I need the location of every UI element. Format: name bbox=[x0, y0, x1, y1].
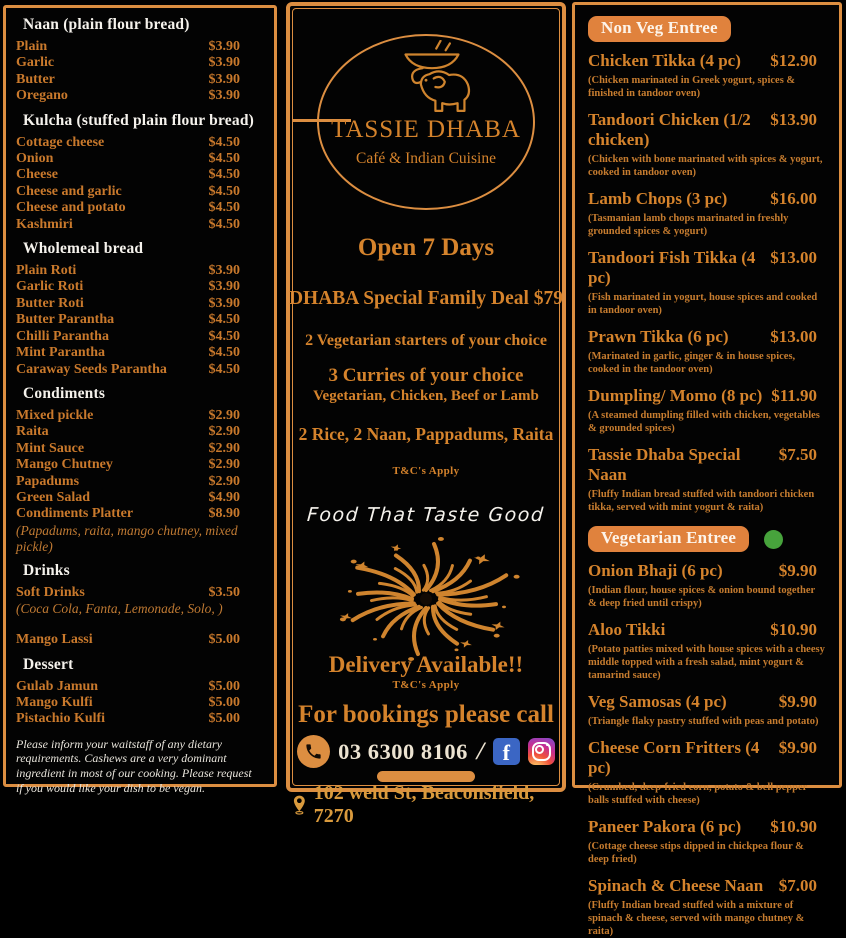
entree-item bbox=[588, 110, 829, 179]
menu-item-row bbox=[16, 506, 274, 522]
item-price: $3.90 bbox=[208, 71, 240, 87]
item-name: Veg Samosas (4 pc) bbox=[588, 692, 727, 711]
entree-item bbox=[588, 445, 829, 514]
item-note: (Papadums, raita, mango chutney, mixed pickle) bbox=[16, 522, 238, 554]
entree-item-header bbox=[588, 189, 829, 209]
entree-item bbox=[588, 248, 829, 317]
entree-item-header bbox=[588, 445, 829, 485]
item-price: $9.90 bbox=[778, 692, 817, 711]
entree-item-header bbox=[588, 817, 829, 837]
entree-item bbox=[588, 817, 829, 866]
item-price: $2.90 bbox=[208, 407, 240, 423]
item-price: $5.00 bbox=[208, 711, 240, 727]
menu-item-row bbox=[16, 679, 274, 695]
menu-item-row bbox=[16, 345, 274, 361]
menu-item-row bbox=[16, 167, 274, 183]
center-brand-panel bbox=[286, 2, 566, 827]
item-name: Spinach & Cheese Naan bbox=[588, 876, 764, 895]
menu-item-row bbox=[16, 711, 274, 727]
item-description: (Cottage cheese stips dipped in chickpea flour & deep fried) bbox=[588, 841, 804, 865]
item-price: $8.90 bbox=[208, 506, 240, 522]
item-price: $2.90 bbox=[208, 457, 240, 473]
item-name: Cheese and potato bbox=[16, 200, 126, 216]
veg-items-list bbox=[588, 561, 829, 938]
deal-sides: 2 Rice, 2 Naan, Pappadums, Raita bbox=[298, 424, 554, 444]
entree-item bbox=[588, 51, 829, 100]
item-note: (Coca Cola, Fanta, Lemonade, Solo, ) bbox=[16, 601, 223, 617]
vegetarian-entree-badge: Vegetarian Entree bbox=[588, 526, 749, 552]
item-price: $10.90 bbox=[770, 620, 817, 639]
menu-item-row bbox=[16, 362, 274, 378]
entree-item-header bbox=[588, 738, 829, 778]
item-name: Oregano bbox=[16, 88, 68, 104]
item-name: Pistachio Kulfi bbox=[16, 711, 106, 727]
item-price: $3.90 bbox=[208, 55, 240, 71]
facebook-glyph: f bbox=[502, 740, 510, 765]
menu-section bbox=[16, 240, 274, 378]
entree-item-header bbox=[588, 876, 829, 896]
item-description: (Fluffy Indian bread stuffed with tandoori chicken tikka, served with mint yogurt & raita) bbox=[588, 489, 815, 513]
family-deal-title: DHABA Special Family Deal $79 bbox=[288, 288, 564, 309]
item-description: (Potato patties mixed with house spices with a cheesy middle topped with a fresh salad, mint yogurt & tamarind sauce) bbox=[588, 644, 825, 681]
menu-item-row bbox=[16, 329, 274, 345]
item-name: Gulab Jamun bbox=[16, 678, 99, 694]
slogan-text: Food That Taste Good bbox=[306, 504, 546, 526]
menu-section bbox=[16, 112, 274, 233]
section-title: Dessert bbox=[23, 655, 74, 673]
elephant-bowl-logo-icon bbox=[350, 40, 502, 122]
entree-item-header bbox=[588, 327, 829, 347]
item-description: (A steamed dumpling filled with chicken, vegetables & grounded spices) bbox=[588, 410, 820, 434]
menu-section bbox=[16, 16, 274, 105]
item-name: Mango Chutney bbox=[16, 457, 113, 473]
location-pin-icon bbox=[290, 793, 309, 817]
instagram-lens bbox=[535, 745, 544, 754]
entree-item-header bbox=[588, 561, 829, 581]
item-name: Caraway Seeds Parantha bbox=[16, 361, 167, 377]
item-price: $5.00 bbox=[208, 694, 240, 710]
menu-section bbox=[16, 385, 274, 555]
item-name: Cheese Corn Fritters (4 pc) bbox=[588, 738, 760, 777]
deal-curries: 3 Curries of your choice bbox=[328, 365, 524, 386]
item-description: (Indian flour, house spices & onion bound together & deep fried until crispy) bbox=[588, 585, 815, 609]
facebook-icon bbox=[493, 738, 520, 765]
item-name: Prawn Tikka (6 pc) bbox=[588, 327, 729, 346]
section-title: Kulcha (stuffed plain flour bread) bbox=[23, 111, 255, 129]
item-price: $11.90 bbox=[771, 386, 817, 405]
entree-item-header bbox=[588, 692, 829, 712]
menu-item-row bbox=[16, 695, 274, 711]
item-price: $13.00 bbox=[770, 327, 817, 346]
address-row bbox=[290, 782, 562, 828]
menu-item-row bbox=[16, 151, 274, 167]
item-price: $4.50 bbox=[208, 151, 240, 167]
entree-item-header bbox=[588, 386, 829, 406]
item-price: $9.90 bbox=[778, 738, 817, 757]
item-price: $2.90 bbox=[208, 440, 240, 456]
menu-item-row bbox=[16, 135, 274, 151]
menu-item-row bbox=[16, 39, 274, 55]
item-name: Plain Roti bbox=[16, 263, 77, 279]
item-price: $9.90 bbox=[778, 561, 817, 580]
entree-item bbox=[588, 692, 829, 728]
entree-item-header bbox=[588, 110, 829, 150]
entree-item bbox=[588, 189, 829, 238]
entree-item bbox=[588, 561, 829, 610]
item-price: $3.90 bbox=[208, 88, 240, 104]
item-name: Lamb Chops (3 pc) bbox=[588, 189, 728, 208]
menu-item-row bbox=[16, 408, 274, 424]
phone-contact-row bbox=[297, 735, 555, 768]
section-title: Drinks bbox=[23, 561, 70, 579]
item-name: Plain bbox=[16, 39, 48, 54]
item-price: $10.90 bbox=[770, 817, 817, 836]
item-price: $2.90 bbox=[208, 424, 240, 440]
entree-item-header bbox=[588, 620, 829, 640]
item-price: $3.90 bbox=[208, 295, 240, 311]
item-name: Cottage cheese bbox=[16, 134, 105, 150]
phone-number: 03 6300 8106 bbox=[338, 738, 468, 764]
veg-badge-row bbox=[588, 526, 829, 552]
item-name: Cheese and garlic bbox=[16, 183, 122, 199]
item-name: Raita bbox=[16, 424, 49, 440]
item-price: $3.90 bbox=[208, 39, 240, 54]
item-description: (Crumbed, deep-fried corn, potato & bell pepper balls stuffed with cheese) bbox=[588, 782, 808, 806]
menu-item-row bbox=[16, 312, 274, 328]
item-price: $4.50 bbox=[208, 167, 240, 183]
item-name: Chilli Parantha bbox=[16, 328, 109, 344]
fireworks-graphic bbox=[322, 526, 530, 664]
item-price: $4.50 bbox=[208, 134, 240, 150]
item-price: $4.50 bbox=[208, 361, 240, 377]
item-description: (Chicken marinated in Greek yogurt, spices & finished in tandoor oven) bbox=[588, 75, 796, 99]
item-name: Green Salad bbox=[16, 489, 91, 505]
item-name: Garlic bbox=[16, 55, 55, 71]
item-name: Butter Parantha bbox=[16, 312, 115, 328]
street-address: 102 weld St, Beaconsfield, 7270 bbox=[313, 782, 535, 827]
item-price: $3.90 bbox=[208, 279, 240, 295]
item-price: $4.50 bbox=[208, 216, 240, 232]
brand-tagline: Café & Indian Cuisine bbox=[356, 150, 496, 167]
item-price: $3.90 bbox=[208, 263, 240, 279]
item-price: $3.50 bbox=[208, 584, 240, 600]
menu-item-row bbox=[16, 88, 274, 104]
menu-item-row bbox=[16, 200, 274, 216]
item-price: $4.50 bbox=[208, 312, 240, 328]
item-name: Tandoori Chicken (1/2 chicken) bbox=[588, 110, 751, 149]
bread-condiments-menu bbox=[16, 16, 274, 728]
deal-terms: T&C's Apply bbox=[392, 465, 460, 477]
menu-item-row bbox=[16, 184, 274, 200]
menu-item-row bbox=[16, 424, 274, 440]
entree-item bbox=[588, 738, 829, 807]
item-price: $7.50 bbox=[778, 445, 817, 464]
non-veg-entree-badge: Non Veg Entree bbox=[588, 16, 731, 42]
item-name: Onion Bhaji (6 pc) bbox=[588, 561, 723, 580]
item-description: (Marinated in garlic, ginger & in house spices, cooked in the tandoor oven) bbox=[588, 351, 796, 375]
item-price: $4.50 bbox=[208, 345, 240, 361]
item-name: Garlic Roti bbox=[16, 279, 84, 295]
item-price: $5.00 bbox=[208, 678, 240, 694]
menu-item-row bbox=[16, 296, 274, 312]
item-name: Butter bbox=[16, 71, 55, 87]
item-description: (Tasmanian lamb chops marinated in freshly grounded spices & yogurt) bbox=[588, 213, 789, 237]
item-name: Tassie Dhaba Special Naan bbox=[588, 445, 741, 484]
item-name: Mango Kulfi bbox=[16, 694, 93, 710]
entree-item bbox=[588, 386, 829, 435]
item-name: Kashmiri bbox=[16, 216, 73, 232]
item-name: Mango Lassi bbox=[16, 632, 93, 648]
entree-item-header bbox=[588, 248, 829, 288]
menu-item-row bbox=[16, 217, 274, 233]
item-description: (Fish marinated in yogurt, house spices and cooked in tandoor oven) bbox=[588, 292, 818, 316]
menu-item-row bbox=[16, 474, 274, 490]
item-price: $4.50 bbox=[208, 183, 240, 199]
menu-item-row bbox=[16, 441, 274, 457]
item-name: Aloo Tikki bbox=[588, 620, 666, 639]
entree-item-header bbox=[588, 51, 829, 71]
menu-item-row bbox=[16, 490, 274, 506]
dietary-footnote: Please inform your waitstaff of any dietary requirements. Cashews are a very dominant ingredient in most of our cooking. Please request if you would like your dish to be vegan. bbox=[16, 736, 252, 795]
item-description: (Triangle flaky pastry stuffed with peas and potato) bbox=[588, 716, 819, 727]
item-price: $7.00 bbox=[778, 876, 817, 895]
restaurant-logo bbox=[290, 6, 562, 218]
item-name: Chicken Tikka (4 pc) bbox=[588, 51, 741, 70]
deal-starters: 2 Vegetarian starters of your choice bbox=[305, 332, 547, 349]
item-price: $4.50 bbox=[208, 200, 240, 216]
item-name: Mixed pickle bbox=[16, 407, 94, 423]
item-price: $2.90 bbox=[208, 473, 240, 489]
item-name: Butter Roti bbox=[16, 295, 84, 311]
item-name: Mint Parantha bbox=[16, 345, 106, 361]
separator-slash: / bbox=[474, 737, 487, 765]
item-name: Cheese bbox=[16, 167, 58, 183]
brand-name: TASSIE DHABA bbox=[331, 116, 521, 143]
item-name: Soft Drinks bbox=[16, 584, 85, 600]
menu-item-row bbox=[16, 55, 274, 71]
item-name: Condiments Platter bbox=[16, 506, 134, 522]
non-veg-items-list bbox=[588, 51, 829, 514]
deal-curry-options: Vegetarian, Chicken, Beef or Lamb bbox=[313, 388, 539, 404]
item-name: Paneer Pakora (6 pc) bbox=[588, 817, 742, 836]
menu-section bbox=[16, 656, 274, 728]
item-name: Onion bbox=[16, 151, 54, 167]
left-menu-panel bbox=[3, 5, 277, 795]
item-name: Papadums bbox=[16, 473, 80, 489]
item-price: $4.90 bbox=[208, 489, 240, 505]
bookings-text: For bookings please call bbox=[298, 701, 554, 728]
item-name: Tandoori Fish Tikka (4 pc) bbox=[588, 248, 756, 287]
menu-item-row bbox=[16, 263, 274, 279]
delivery-text: Delivery Available!! bbox=[328, 652, 524, 677]
menu-item-row bbox=[16, 72, 274, 88]
item-name: Dumpling/ Momo (8 pc) bbox=[588, 386, 763, 405]
veg-indicator-dot bbox=[764, 530, 783, 549]
menu-item-row bbox=[16, 632, 274, 648]
section-title: Naan (plain flour bread) bbox=[23, 16, 190, 33]
decorative-pill bbox=[377, 771, 475, 782]
menu-section bbox=[16, 562, 274, 649]
item-name: Mint Sauce bbox=[16, 440, 85, 456]
phone-icon bbox=[297, 735, 330, 768]
right-menu-panel bbox=[572, 2, 842, 937]
item-price: $16.00 bbox=[770, 189, 817, 208]
item-description: (Chicken with bone marinated with spices & yogurt, cooked in tandoor oven) bbox=[588, 154, 823, 178]
section-title: Condiments bbox=[23, 384, 106, 402]
entree-item bbox=[588, 876, 829, 938]
instagram-icon bbox=[528, 738, 555, 765]
item-price: $4.50 bbox=[208, 328, 240, 344]
menu-item-row bbox=[16, 457, 274, 473]
item-price: $12.90 bbox=[770, 51, 817, 70]
item-price: $13.90 bbox=[770, 110, 817, 129]
open-days-text: Open 7 Days bbox=[357, 234, 495, 261]
delivery-terms: T&C's Apply bbox=[392, 679, 460, 691]
entree-item bbox=[588, 327, 829, 376]
menu-item-row bbox=[16, 279, 274, 295]
instagram-flash-dot bbox=[546, 744, 549, 747]
item-description: (Fluffy Indian bread stuffed with a mixture of spinach & cheese, served with mango chutney & raita) bbox=[588, 900, 805, 937]
item-price: $5.00 bbox=[208, 632, 240, 648]
item-price: $13.00 bbox=[770, 248, 817, 267]
section-title: Wholemeal bread bbox=[23, 240, 144, 258]
entree-item bbox=[588, 620, 829, 682]
menu-item-row bbox=[16, 585, 274, 601]
